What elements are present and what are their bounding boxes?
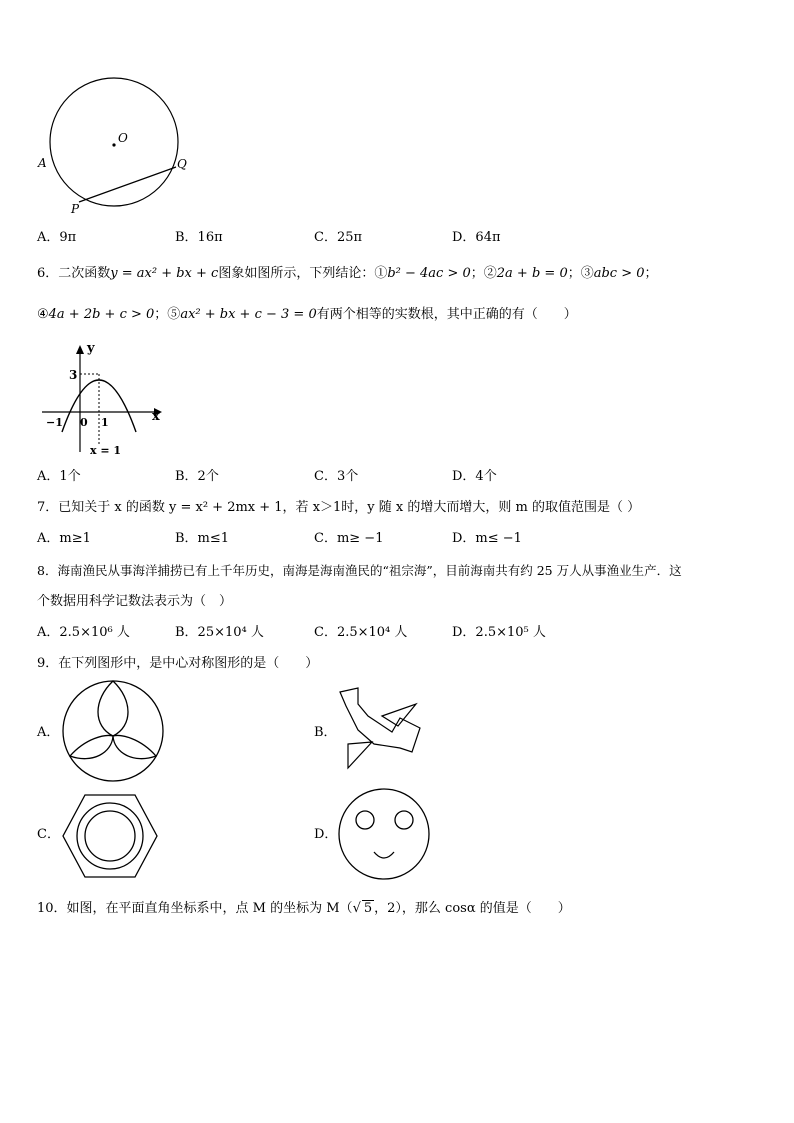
circle-outline xyxy=(50,78,178,206)
q6-function: y = ax² + bx + c xyxy=(110,266,219,281)
right-eye xyxy=(395,811,413,829)
bird-body xyxy=(340,688,420,752)
q7-stem: 7．已知关于 x 的函数 y = x² + 2mx + 1，若 x＞1时，y 随 x 的增大而增大，则 m 的取值范围是（ ） xyxy=(37,500,641,515)
label-x: x xyxy=(152,409,160,424)
q7-option-c[interactable]: C．m≥ −1 xyxy=(314,531,384,546)
bird-wing-upper xyxy=(382,704,416,726)
left-eye xyxy=(356,811,374,829)
q5-option-b[interactable]: B．16π xyxy=(175,230,223,245)
q8-stem-line2: 个数据用科学记数法表示为（ ） xyxy=(37,594,233,609)
hexagon-ring-figure xyxy=(60,792,160,880)
q6-stem-line2: ④4a + 2b + c > 0；⑤ax² + bx + c − 3 = 0有两个相等的实数根，其中正确的有（ ） xyxy=(37,307,577,322)
q7-options xyxy=(37,530,757,548)
q8-options xyxy=(37,624,757,642)
sqrt-argument: 5 xyxy=(363,901,373,916)
face-outline xyxy=(339,789,429,879)
outer-circle xyxy=(63,681,163,781)
q6-conclusion-1: b² − 4ac > 0 xyxy=(387,266,471,281)
label-axis-of-symmetry: x = 1 xyxy=(90,444,122,457)
left-petal xyxy=(70,736,113,759)
q8-stem-line1: 8．海南渔民从事海洋捕捞已有上千年历史，南海是海南渔民的“祖宗海”，目前海南共有约 25 万人从事渔业生产．这 xyxy=(37,563,682,578)
right-petal xyxy=(113,736,156,759)
center-point xyxy=(112,143,115,146)
q8-option-d[interactable]: D．2.5×10⁵ 人 xyxy=(452,625,546,640)
q6-options xyxy=(37,468,757,486)
q6-option-d[interactable]: D．4个 xyxy=(452,469,497,484)
label-p: P xyxy=(71,202,80,216)
q8-option-a[interactable]: A．2.5×10⁶ 人 xyxy=(37,625,130,640)
q8-option-b[interactable]: B．25×10⁴ 人 xyxy=(175,625,264,640)
circle-figure xyxy=(30,62,200,222)
q9-option-d-label[interactable]: D． xyxy=(314,827,338,842)
tick-neg1: −1 xyxy=(46,416,63,429)
q7-option-d[interactable]: D．m≤ −1 xyxy=(452,531,522,546)
q9-stem: 9．在下列图形中，是中心对称图形的是（ ） xyxy=(37,656,319,671)
q6-conclusion-2: 2a + b = 0 xyxy=(496,266,568,281)
q6-option-c[interactable]: C．3个 xyxy=(314,469,359,484)
trefoil-circle-figure xyxy=(60,678,166,784)
parabola-graph xyxy=(38,340,168,460)
q5-option-c[interactable]: C．25π xyxy=(314,230,363,245)
q10-stem: 10．如图，在平面直角坐标系中，点 M 的坐标为 M（√ 5 ，2），那么 cosα 的值是（ ） xyxy=(37,901,571,916)
top-petal xyxy=(98,681,128,736)
ring-inner xyxy=(85,811,135,861)
bird-wing-lower xyxy=(348,742,372,768)
label-a: A xyxy=(38,156,47,170)
q6-conclusion-5: ax² + bx + c − 3 = 0 xyxy=(180,307,317,322)
q7-option-a[interactable]: A．m≥1 xyxy=(37,531,91,546)
q6-option-b[interactable]: B．2个 xyxy=(175,469,219,484)
q5-options xyxy=(37,229,757,247)
ring-outer xyxy=(77,803,143,869)
q6-option-a[interactable]: A．1个 xyxy=(37,469,81,484)
smile-mouth xyxy=(374,852,394,858)
y-axis-arrow-icon xyxy=(76,345,84,354)
q6-conclusion-3: abc > 0 xyxy=(593,266,645,281)
q6-stem-line1: 6．二次函数y = ax² + bx + c图象如图所示，下列结论：①b² − 4ac > 0；②2a + b = 0；③abc > 0； xyxy=(37,266,658,281)
q7-option-b[interactable]: B．m≤1 xyxy=(175,531,230,546)
q9-option-c-label[interactable]: C． xyxy=(37,827,60,842)
q6-conclusion-4: 4a + 2b + c > 0 xyxy=(48,307,155,322)
q8-option-c[interactable]: C．2.5×10⁴ 人 xyxy=(314,625,408,640)
bird-shape-figure xyxy=(338,686,424,772)
tick-3: 3 xyxy=(69,368,78,382)
q9-option-a-label[interactable]: A． xyxy=(37,725,60,740)
q9-option-b-label[interactable]: B． xyxy=(314,725,337,740)
tick-0: 0 xyxy=(80,416,88,429)
label-y: y xyxy=(87,341,95,356)
sqrt-sign-icon: √ xyxy=(352,901,361,916)
label-o: O xyxy=(118,131,128,145)
q5-option-a[interactable]: A．9π xyxy=(37,230,77,245)
q5-option-d[interactable]: D．64π xyxy=(452,230,501,245)
label-q: Q xyxy=(177,157,187,171)
tick-1: 1 xyxy=(101,416,109,429)
smiley-face-figure xyxy=(336,786,432,882)
